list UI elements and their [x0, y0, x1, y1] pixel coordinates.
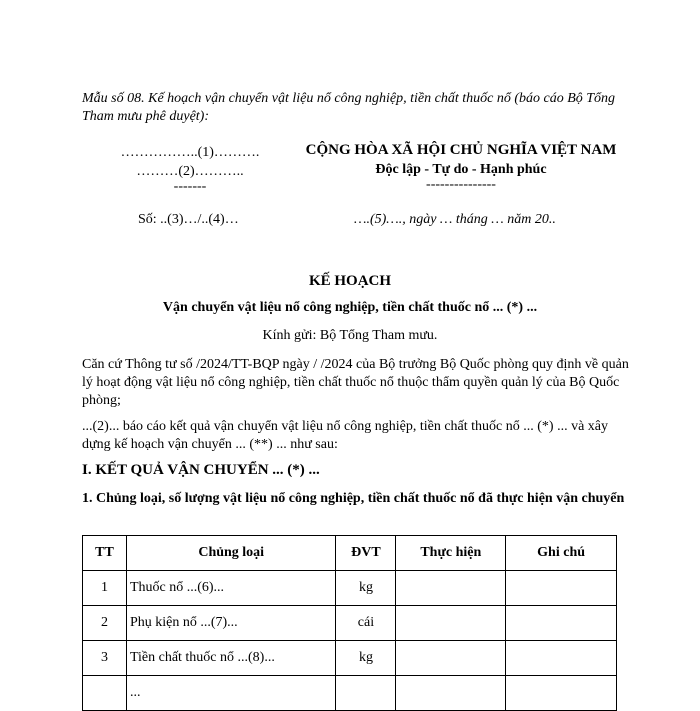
header-notes: Ghi chú [506, 536, 617, 571]
document-number: Số: ..(3)…/..(4)… [138, 212, 239, 227]
subsection-heading: 1. Chủng loại, số lượng vật liệu nổ công nghiệp, tiền chất thuốc nổ đã thực hiện vận chuyển [82, 491, 625, 506]
section-heading: I. KẾT QUẢ VẬN CHUYỂN ... (*) ... [82, 462, 320, 478]
cell-index: 2 [83, 606, 127, 641]
cell-notes [506, 606, 617, 641]
form-caption: Mẫu số 08. Kế hoạch vận chuyển vật liệu nổ công nghiệp, tiền chất thuốc nổ (báo cáo Bộ Tổng Tham mưu phê duyệt): [82, 91, 616, 124]
header-unit: ĐVT [336, 536, 396, 571]
table-header-row [83, 536, 617, 571]
cell-type: Tiền chất thuốc nổ ...(8)... [126, 641, 336, 676]
reporting-agency-line: ………(2)……….. [136, 164, 244, 179]
plan-title: KẾ HOẠCH [308, 273, 392, 289]
cell-unit: cái [336, 606, 396, 641]
motto-divider: --------------- [426, 177, 496, 192]
cell-notes [506, 641, 617, 676]
table-row [83, 571, 617, 606]
report-intro-paragraph: ...(2)... báo cáo kết quả vận chuyển vật liệu nổ công nghiệp, tiền chất thuốc nổ ... (*) ... và xây dựng kế hoạch vận chuyển ... (**) ... như sau: [82, 419, 609, 452]
cell-index [83, 676, 127, 711]
place-and-date: ….(5)…., ngày … tháng … năm 20.. [354, 212, 556, 227]
agency-divider: ------- [173, 179, 207, 194]
cell-notes [506, 571, 617, 606]
table-row [83, 606, 617, 641]
national-motto: Độc lập - Tự do - Hạnh phúc [375, 162, 547, 177]
cell-performed [396, 676, 506, 711]
cell-performed [396, 606, 506, 641]
cell-unit: kg [336, 641, 396, 676]
national-header [296, 141, 626, 191]
cell-unit: kg [336, 571, 396, 606]
table-row [83, 641, 617, 676]
country-name: CỘNG HÒA XÃ HỘI CHỦ NGHĨA VIỆT NAM [305, 142, 617, 158]
legal-basis-paragraph: Căn cứ Thông tư số /2024/TT-BQP ngày / /2024 của Bộ trưởng Bộ Quốc phòng quy định về quản lý hoạt động vật liệu nổ công nghiệp, tiền chất thuốc nổ thuộc thẩm quyền quản lý của Bộ Quốc phòng; [82, 357, 629, 408]
cell-index: 1 [83, 571, 127, 606]
header-type: Chủng loại [126, 536, 336, 571]
transport-results-table [82, 535, 617, 711]
header-performed: Thực hiện [396, 536, 506, 571]
cell-unit [336, 676, 396, 711]
cell-type: ... [126, 676, 336, 711]
cell-type: Phụ kiện nổ ...(7)... [126, 606, 336, 641]
cell-notes [506, 676, 617, 711]
agency-header [100, 143, 280, 193]
table-row [83, 676, 617, 711]
cell-type: Thuốc nổ ...(6)... [126, 571, 336, 606]
parent-agency-line: ……………..(1)………. [120, 145, 260, 160]
cell-performed [396, 571, 506, 606]
cell-index: 3 [83, 641, 127, 676]
cell-performed [396, 641, 506, 676]
plan-subtitle: Vận chuyển vật liệu nổ công nghiệp, tiền chất thuốc nổ ... (*) ... [162, 300, 538, 315]
header-index: TT [83, 536, 127, 571]
recipient-line: Kính gửi: Bộ Tổng Tham mưu. [262, 328, 438, 343]
